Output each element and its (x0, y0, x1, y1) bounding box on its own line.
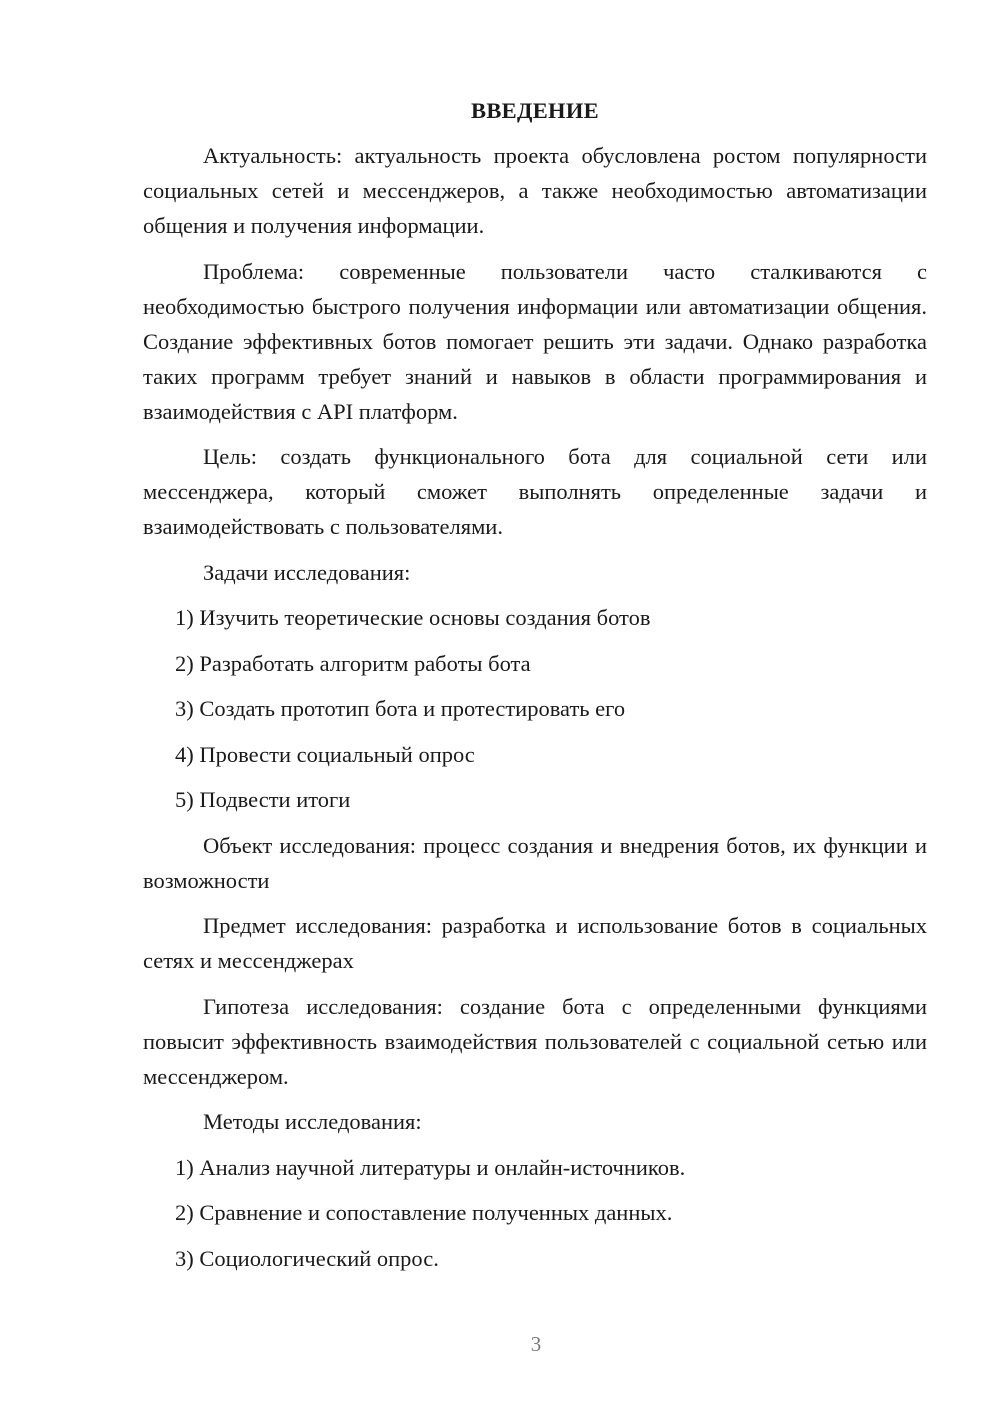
goal-paragraph: Цель: создать функционального бота для социальной сети или мессенджера, который сможет выполнять определенные задачи и взаимодействовать с пользователями. (143, 444, 927, 539)
document-page (143, 93, 927, 1286)
relevance-paragraph: Актуальность: актуальность проекта обусловлена ростом популярности социальных сетей и мессенджеров, а также необходимостью автоматизации общения и получения информации. (143, 143, 927, 238)
section-title: ВВЕДЕНИЕ (471, 98, 599, 123)
task-item: 3) Создать прототип бота и протестировать его (175, 696, 626, 721)
task-item: 2) Разработать алгоритм работы бота (175, 650, 531, 676)
methods-heading: Методы исследования: (203, 1109, 422, 1134)
object-paragraph: Объект исследования: процесс создания и внедрения ботов, их функции и возможности (143, 832, 927, 893)
task-item: 5) Подвести итоги (175, 787, 351, 812)
task-item: 1) Изучить теоретические основы создания ботов (175, 605, 651, 630)
method-item: 3) Социологический опрос. (175, 1245, 439, 1271)
method-item: 2) Сравнение и сопоставление полученных данных. (175, 1200, 673, 1225)
page-number: 3 (530, 1332, 542, 1356)
tasks-heading: Задачи исследования: (203, 559, 411, 585)
task-item: 4) Провести социальный опрос (175, 741, 475, 767)
method-item: 1) Анализ научной литературы и онлайн-источников. (175, 1154, 686, 1180)
subject-paragraph: Предмет исследования: разработка и использование ботов в социальных сетях и мессенджерах (143, 913, 927, 973)
hypothesis-paragraph: Гипотеза исследования: создание бота с определенными функциями повысит эффективность взаимодействия пользователей с социальной сетью или мессенджером. (143, 993, 927, 1089)
problem-paragraph: Проблема: современные пользователи часто сталкиваются с необходимостью быстрого получения информации или автоматизации общения. Создание эффективных ботов помогает решить эти задачи. Однако разработка таких программ требует знаний и навыков в области программирования и взаимодействия с API платформ. (143, 258, 927, 424)
